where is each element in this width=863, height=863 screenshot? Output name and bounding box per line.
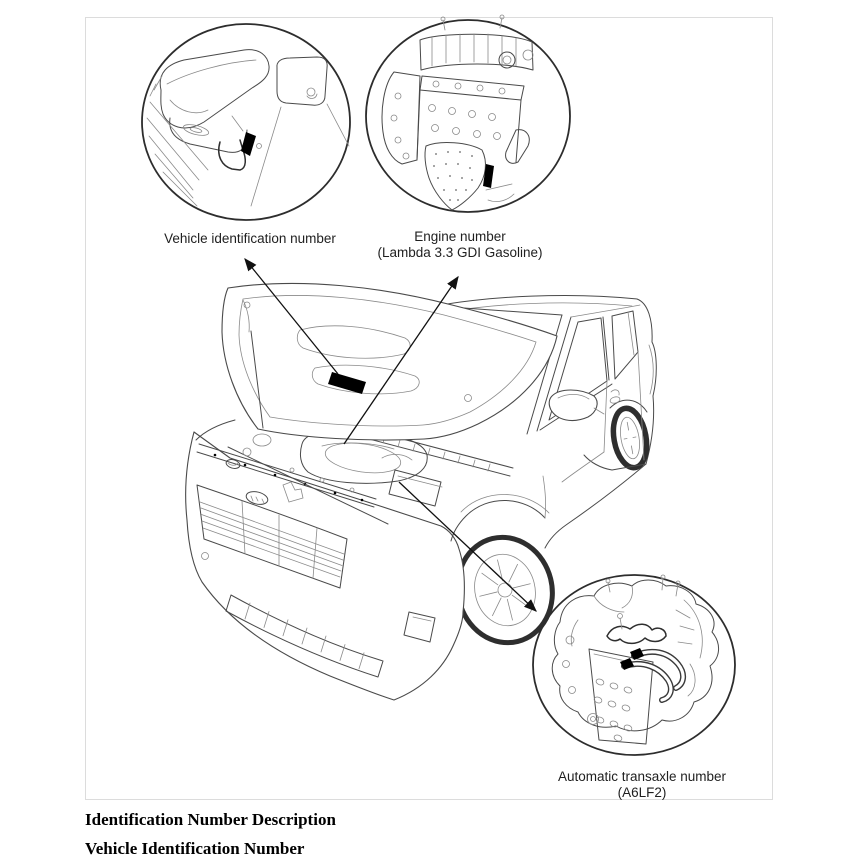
vin-location-callout bbox=[142, 24, 350, 220]
engine-label-line2: (Lambda 3.3 GDI Gasoline) bbox=[377, 245, 543, 260]
transaxle-callout bbox=[533, 575, 735, 755]
engine-callout bbox=[366, 15, 570, 212]
section-heading: Identification Number Description bbox=[85, 810, 336, 829]
transaxle-callout-label bbox=[558, 769, 726, 801]
subsection-heading: Vehicle Identification Number bbox=[85, 839, 305, 858]
engine-number-location bbox=[483, 164, 494, 188]
transaxle-label-line2: (A6LF2) bbox=[617, 785, 667, 800]
hood-open bbox=[222, 283, 557, 440]
vin-callout-label: Vehicle identification number bbox=[164, 231, 336, 246]
engine-callout-label bbox=[377, 229, 542, 261]
engine-label-line1: Engine number bbox=[414, 229, 506, 244]
van-drawing bbox=[186, 283, 657, 700]
front-bumper bbox=[186, 432, 465, 700]
transaxle-label-line1: Automatic transaxle number bbox=[557, 769, 727, 784]
